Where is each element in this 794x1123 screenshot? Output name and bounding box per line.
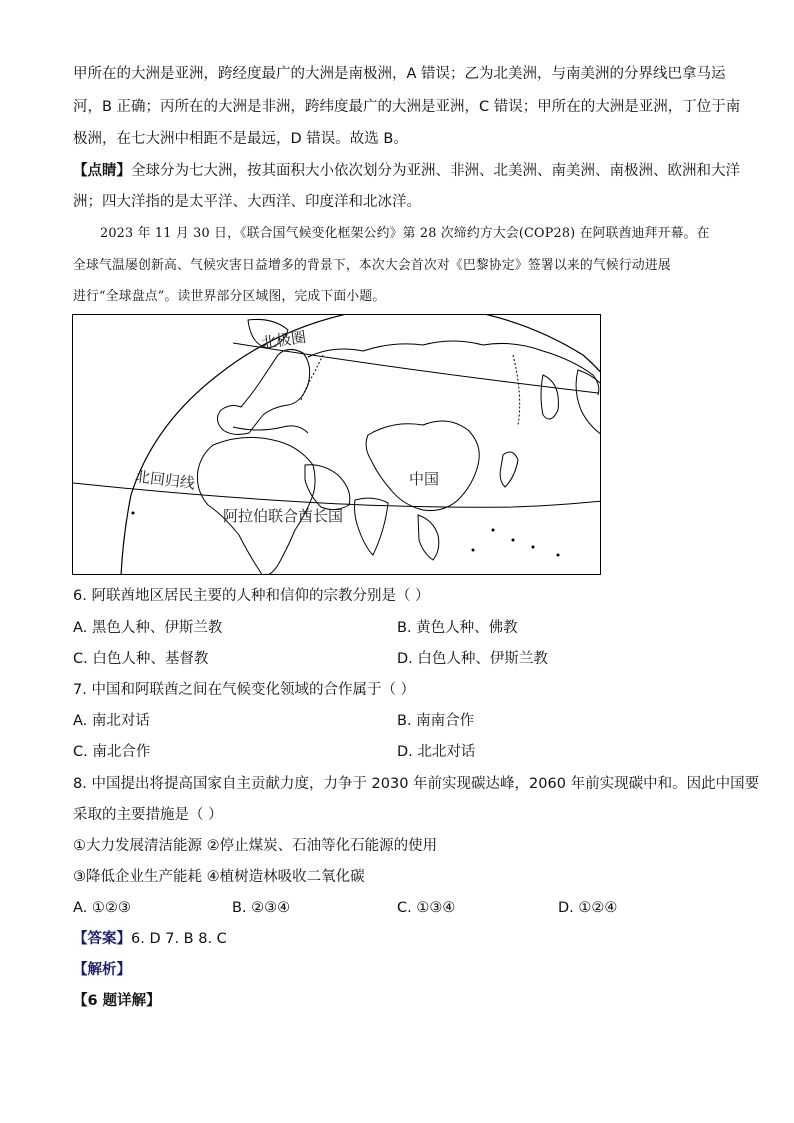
paragraph-line-2: 河，B 正确；丙所在的大洲是非洲，跨纬度最广的大洲是亚洲，C 错误；甲所在的大洲是亚洲，丁位于南 (73, 99, 741, 115)
india-outline (355, 498, 389, 555)
arctic-circle-label: 北极圈 (260, 327, 308, 353)
q6-option-b: B. 黄色人种、佛教 (397, 620, 518, 636)
tip-line-1 (73, 161, 740, 181)
china-label: 中国 (409, 470, 440, 488)
q6-stem: 6. 阿联酋地区居民主要的人种和信仰的宗教分别是（ ） (73, 588, 430, 604)
intro-line-2: 全球气温屡创新高、气候灾害日益增多的背景下，本次大会首次对《巴黎协定》签署以来的气候行动进展 (73, 258, 671, 273)
answer-line (73, 929, 227, 949)
tip-text: 全球分为七大洲，按其面积大小依次划分为亚洲、非洲、北美洲、南美洲、南极洲、欧洲和大洋 (131, 163, 740, 179)
analysis-heading: 【解析】 (73, 962, 131, 978)
tropic-of-cancer-label: 北回归线 (134, 467, 196, 493)
mediterranean-coast (233, 426, 308, 433)
answer-tag: 【答案】 (73, 931, 131, 947)
island-dot (472, 549, 475, 552)
q7-option-c: C. 南北合作 (73, 744, 151, 760)
q7-option-b: B. 南南合作 (397, 713, 475, 729)
china-outline (366, 421, 479, 511)
q8-option-d: D. ①②④ (558, 900, 618, 916)
q6-option-c: C. 白色人种、基督教 (73, 651, 209, 667)
arctic-circle-line (233, 343, 598, 393)
q8-stem-line-1: 8. 中国提出将提高国家自主贡献力度，力争于 2030 年前实现碳达峰，2060 年前实现碳中和。因此中国要 (73, 776, 760, 792)
kamchatka-outline (541, 375, 558, 419)
southeast-asia-outline (418, 515, 439, 560)
world-region-map (72, 314, 601, 575)
island-dot (557, 554, 560, 557)
japan-outline (500, 452, 518, 487)
q8-statements-1: ①大力发展清洁能源 ②停止煤炭、石油等化石能源的使用 (73, 838, 438, 854)
tip-line-2: 洲；四大洋指的是太平洋、大西洋、印度洋和北冰洋。 (73, 194, 421, 210)
answer-text: 6. D 7. B 8. C (131, 931, 227, 947)
dotted-boundary-east (513, 355, 520, 425)
q8-option-c: C. ①③④ (397, 900, 456, 916)
q8-statements-2: ③降低企业生产能耗 ④植树造林吸收二氧化碳 (73, 869, 365, 885)
paragraph-line-3: 极洲，在七大洲中相距不是最远，D 错误。故选 B。 (73, 131, 408, 147)
paragraph-line-1: 甲所在的大洲是亚洲，跨经度最广的大洲是南极洲，A 错误；乙为北美洲，与南美洲的分界线巴拿马运 (73, 66, 726, 82)
tip-tag: 【点睛】 (73, 163, 131, 179)
q6-option-a: A. 黑色人种、伊斯兰教 (73, 620, 223, 636)
europe-outline (217, 349, 309, 434)
q7-option-a: A. 南北对话 (73, 713, 150, 729)
q8-option-a: A. ①②③ (73, 900, 131, 916)
intro-line-1: 2023 年 11 月 30 日，《联合国气候变化框架公约》第 28 次缔约方大会(COP28) 在阿联酋迪拜开幕。在 (100, 226, 710, 241)
island-dot (532, 546, 535, 549)
island-dot (512, 539, 515, 542)
q8-stem-line-2: 采取的主要措施是（ ） (73, 807, 223, 823)
island-dot (492, 529, 495, 532)
uae-label: 阿拉伯联合酋长国 (223, 507, 344, 525)
detail-heading: 【6 题详解】 (73, 993, 161, 1009)
intro-line-3: 进行“全球盘点”。读世界部分区域图，完成下面小题。 (73, 289, 386, 304)
map-drawing (73, 315, 601, 575)
alaska-outline (576, 370, 601, 435)
q8-option-b: B. ②③④ (232, 900, 291, 916)
q7-stem: 7. 中国和阿联酋之间在气候变化领域的合作属于（ ） (73, 682, 416, 698)
q7-option-d: D. 北北对话 (397, 744, 476, 760)
q6-option-d: D. 白色人种、伊斯兰教 (397, 651, 548, 667)
island-dot (132, 512, 135, 515)
